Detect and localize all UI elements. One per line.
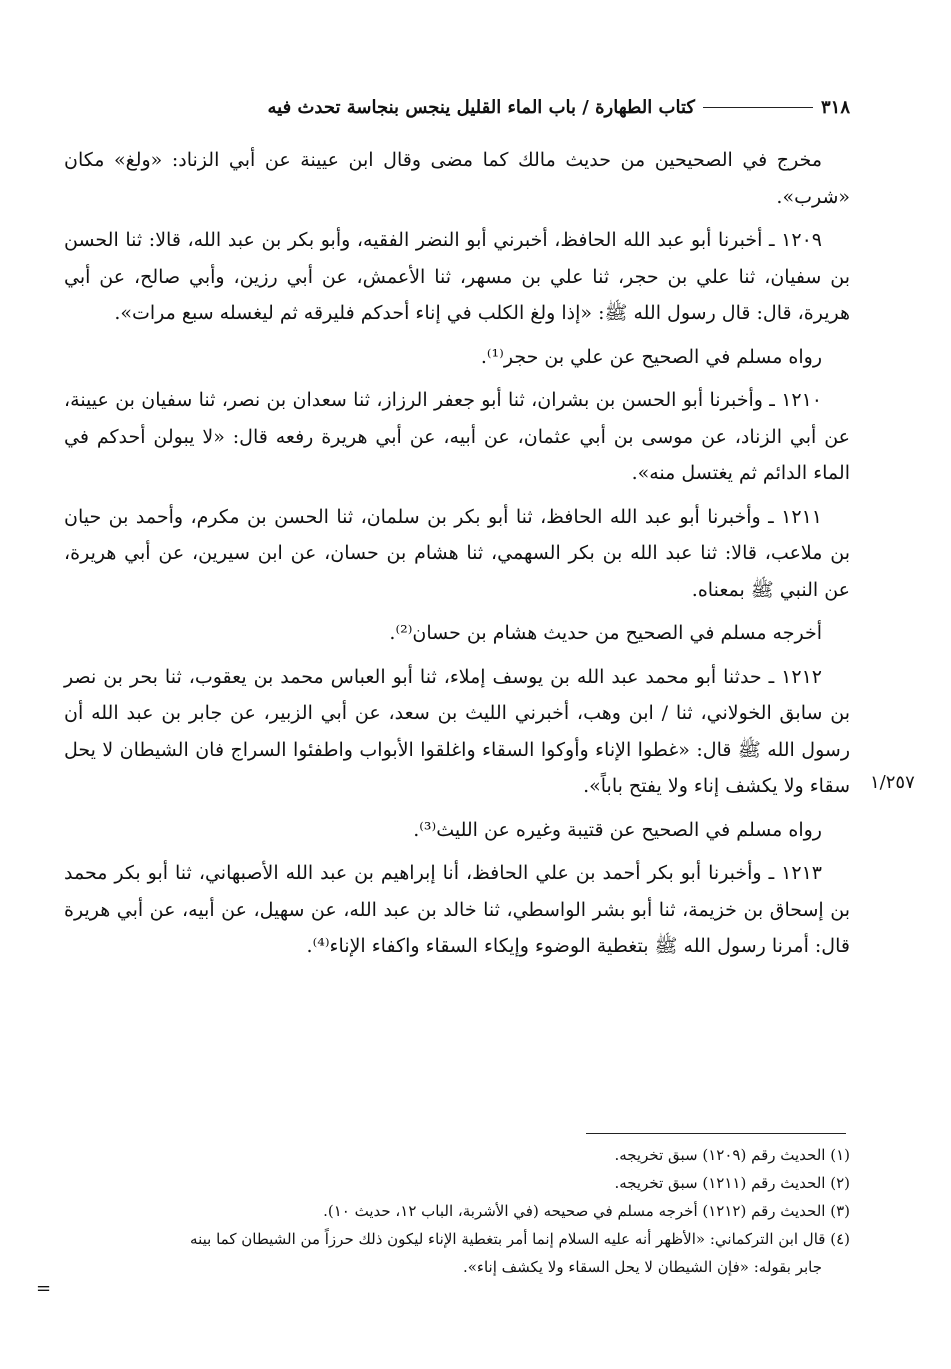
footnote-4-continued: جابر بقوله: «فإن الشيطان لا يحل السقاء ولا يكشف إناء». <box>462 1258 822 1276</box>
paragraph: رواه مسلم في الصحيح عن قتيبة وغيره عن الليث⁽³⁾. <box>413 818 822 841</box>
footnotes <box>64 1141 850 1281</box>
hadith-1209: ١٢٠٩ ـ أخبرنا أبو عبد الله الحافظ، أخبرني أبو النضر الفقيه، وأبو بكر بن عبد الله، قالا: ثنا الحسن بن سفيان، ثنا علي بن حجر، ثنا علي بن مسهر، ثنا الأعمش، عن أبي رزين، وأبي صالح، عن أبي هريرة، قال: قال رسول الله ﷺ: «إذا ولغ الكلب في إناء أحدكم فليرقه ثم ليغسله سبع مرات». <box>64 229 850 324</box>
margin-folio-note: ١/٢٥٧ <box>870 772 915 793</box>
footnote-2: (٢) الحديث رقم (١٢١١) سبق تخريجه. <box>614 1174 850 1192</box>
footnote-4: (٤) قال ابن التركماني: «الأظهر أنه عليه السلام إنما أمر بتغطية الإناء ليكون ذلك حرزاً من الشيطان كما بينه <box>190 1230 850 1248</box>
header-rule <box>703 107 813 108</box>
edge-mark: = <box>36 1278 52 1299</box>
main-text <box>64 142 850 972</box>
running-title: كتاب الطهارة / باب الماء القليل ينجس بنجاسة تحدث فيه <box>267 96 695 118</box>
hadith-1211: ١٢١١ ـ وأخبرنا أبو عبد الله الحافظ، ثنا أبو بكر بن سلمان، ثنا الحسن بن مكرم، وأحمد بن حيان بن ملاعب، قالا: ثنا عبد الله بن بكر السهمي، ثنا هشام بن حسان، عن ابن سيرين، عن أبي هريرة، عن النبي ﷺ بمعناه. <box>64 505 850 601</box>
paragraph: رواه مسلم في الصحيح عن علي بن حجر⁽¹⁾. <box>480 345 822 368</box>
paragraph: أخرجه مسلم في الصحيح من حديث هشام بن حسان⁽²⁾. <box>389 622 822 644</box>
footnote-1: (١) الحديث رقم (١٢٠٩) سبق تخريجه. <box>614 1146 850 1164</box>
paragraph: مخرج في الصحيحين من حديث مالك كما مضى وقال ابن عيينة عن أبي الزناد: «ولغ» مكان «شرب». <box>64 149 850 208</box>
hadith-1210: ١٢١٠ ـ وأخبرنا أبو الحسن بن بشران، ثنا أبو جعفر الرزاز، ثنا سعدان بن نصر، ثنا سفيان بن عيينة، عن أبي الزناد، عن موسى بن أبي عثمان، عن أبيه، عن أبي هريرة رفعه قال: «لا يبولن أحدكم في الماء الدائم ثم يغتسل منه». <box>64 389 850 484</box>
footnote-3: (٣) الحديث رقم (١٢١٢) أخرجه مسلم في صحيحه (في الأشربة، الباب ١٢، حديث ١٠). <box>323 1202 850 1220</box>
hadith-1212: ١٢١٢ ـ حدثنا أبو محمد عبد الله بن يوسف إملاء، ثنا أبو العباس محمد بن يعقوب، ثنا بحر بن نصر بن سابق الخولاني، ثنا / ابن وهب، أخبرني الليث بن سعد، عن أبي الزبير، عن جابر بن عبد الله أن رسول الله ﷺ قال: «غطوا الإناء وأوكوا السقاء واغلقوا الأبواب واطفئوا السراج فان الشيطان لا يحل سقاء ولا يكشف إناء ولا يفتح باباً». <box>64 665 850 797</box>
footnote-separator <box>586 1133 846 1134</box>
running-header <box>64 90 850 124</box>
book-page <box>64 90 850 1320</box>
page-number: ٣١٨ <box>820 96 850 118</box>
hadith-1213: ١٢١٣ ـ وأخبرنا أبو بكر أحمد بن علي الحافظ، أنا إبراهيم بن عبد الله الأصبهاني، ثنا أبو بكر محمد بن إسحاق بن خزيمة، ثنا أبو بشر الواسطي، ثنا خالد بن عبد الله، عن سهيل، عن أبيه، عن أبي هريرة قال: أمرنا رسول الله ﷺ بتغطية الوضوء وإيكاء السقاء واكفاء الإناء⁽⁴⁾. <box>64 862 850 957</box>
